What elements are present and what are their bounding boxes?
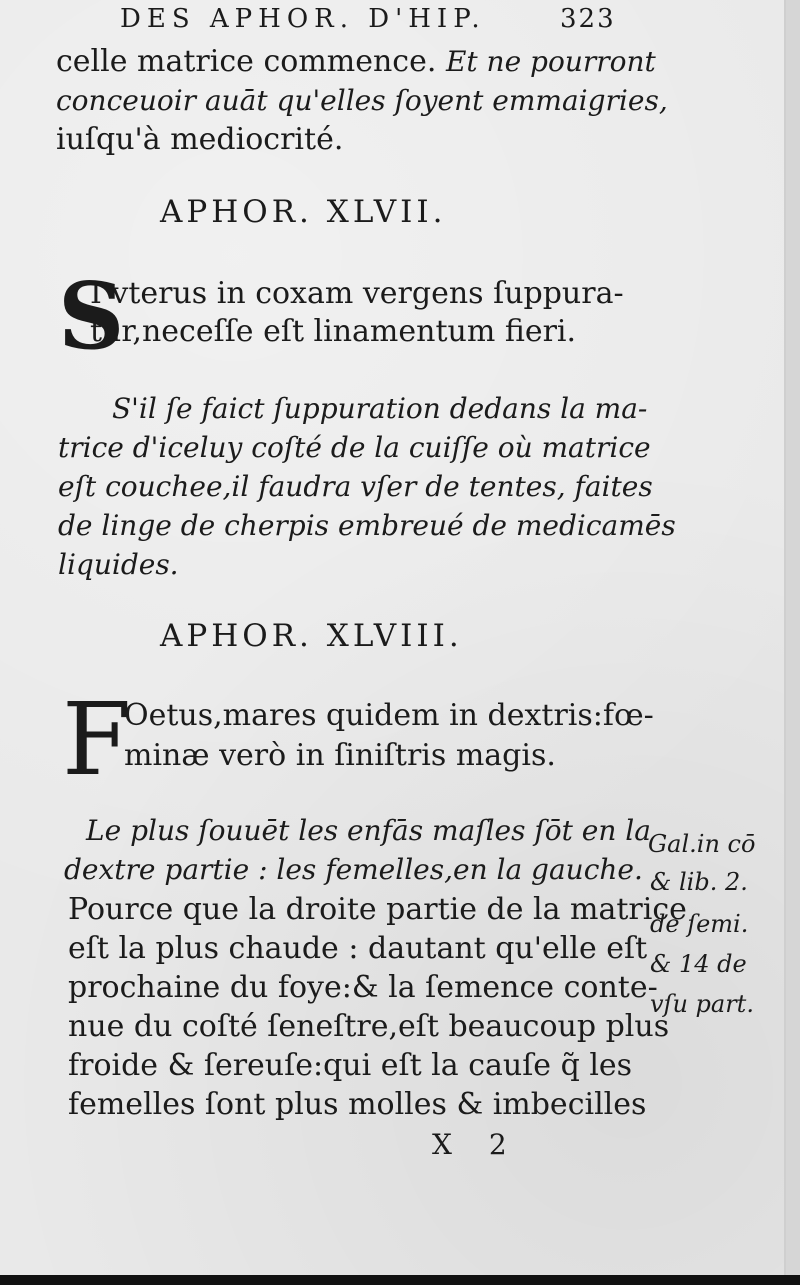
- aph48-french-line4: nue du coſté ſeneſtre,eſt beaucoup plus: [68, 1009, 670, 1044]
- aph47-french-line2: trice d'iceluy coſté de la cuiſſe où matrice: [58, 431, 651, 464]
- aph46-line2: conceuoir auāt qu'elles ſoyent emmaigries,: [56, 84, 668, 117]
- aph47-french-line4: de linge de cherpis embreué de medicamēs: [58, 509, 676, 542]
- aph48-latin-line1: Oetus,mares quidem in dextris:fœ-: [124, 698, 654, 733]
- aph48-french-line3: prochaine du foye:& la ſemence conte-: [68, 970, 658, 1005]
- aph48-latin-line2: minæ verò in ſiniſtris magis.: [124, 738, 556, 773]
- aph47-drop-cap: S: [58, 262, 125, 370]
- aph48-french-line1: Pource que la droite partie de la matrice: [68, 892, 687, 927]
- margin-note-line3: de ſemi.: [650, 910, 749, 938]
- running-title: DES APHOR. D'HIP.: [120, 4, 486, 34]
- aph48-french-line2: eſt la plus chaude : dautant qu'elle eſt: [68, 931, 648, 966]
- margin-note-line2: & lib. 2.: [650, 868, 748, 896]
- running-header: [120, 4, 616, 34]
- aph48-french-line6: femelles ſont plus molles & imbecilles: [68, 1087, 647, 1122]
- aph47-latin-line1: I vterus in coxam vergens ſuppura-: [90, 276, 624, 311]
- signature-mark: X 2: [432, 1128, 521, 1161]
- margin-note-line5: vſu part.: [650, 990, 754, 1018]
- aph48-drop-cap: F: [62, 681, 132, 798]
- margin-note-line1: Gal.in cō: [648, 830, 756, 858]
- aph47-french-line5: liquides.: [58, 548, 179, 581]
- aph47-latin-line2: tur,neceſſe eſt linamentum fieri.: [90, 314, 577, 349]
- aph48-heading: APHOR. XLVIII.: [160, 618, 463, 654]
- aph46-line3: iuſqu'à mediocrité.: [56, 122, 344, 157]
- aph48-french-italic-line1: Le plus ſouuēt les enfās maſles ſōt en la: [86, 814, 651, 847]
- aph47-french-line3: eſt couchee,il faudra vſer de tentes, faites: [58, 470, 653, 503]
- margin-note-line4: & 14 de: [650, 950, 747, 978]
- page-edge-right: [784, 0, 800, 1285]
- aph48-french-italic-line2: dextre partie : les femelles,en la gauche.: [64, 853, 643, 886]
- page-edge-bottom: [0, 1275, 800, 1285]
- aph47-heading: APHOR. XLVII.: [160, 194, 447, 230]
- aph47-french-line1: S'il ſe faict ſuppuration dedans la ma-: [112, 392, 648, 425]
- aph46-line1: celle matrice commence. Et ne pourront: [56, 44, 656, 79]
- aph48-french-line5: froide & ſereuſe:qui eſt la cauſe q̃ les: [68, 1048, 633, 1083]
- page-number: 323: [560, 4, 616, 34]
